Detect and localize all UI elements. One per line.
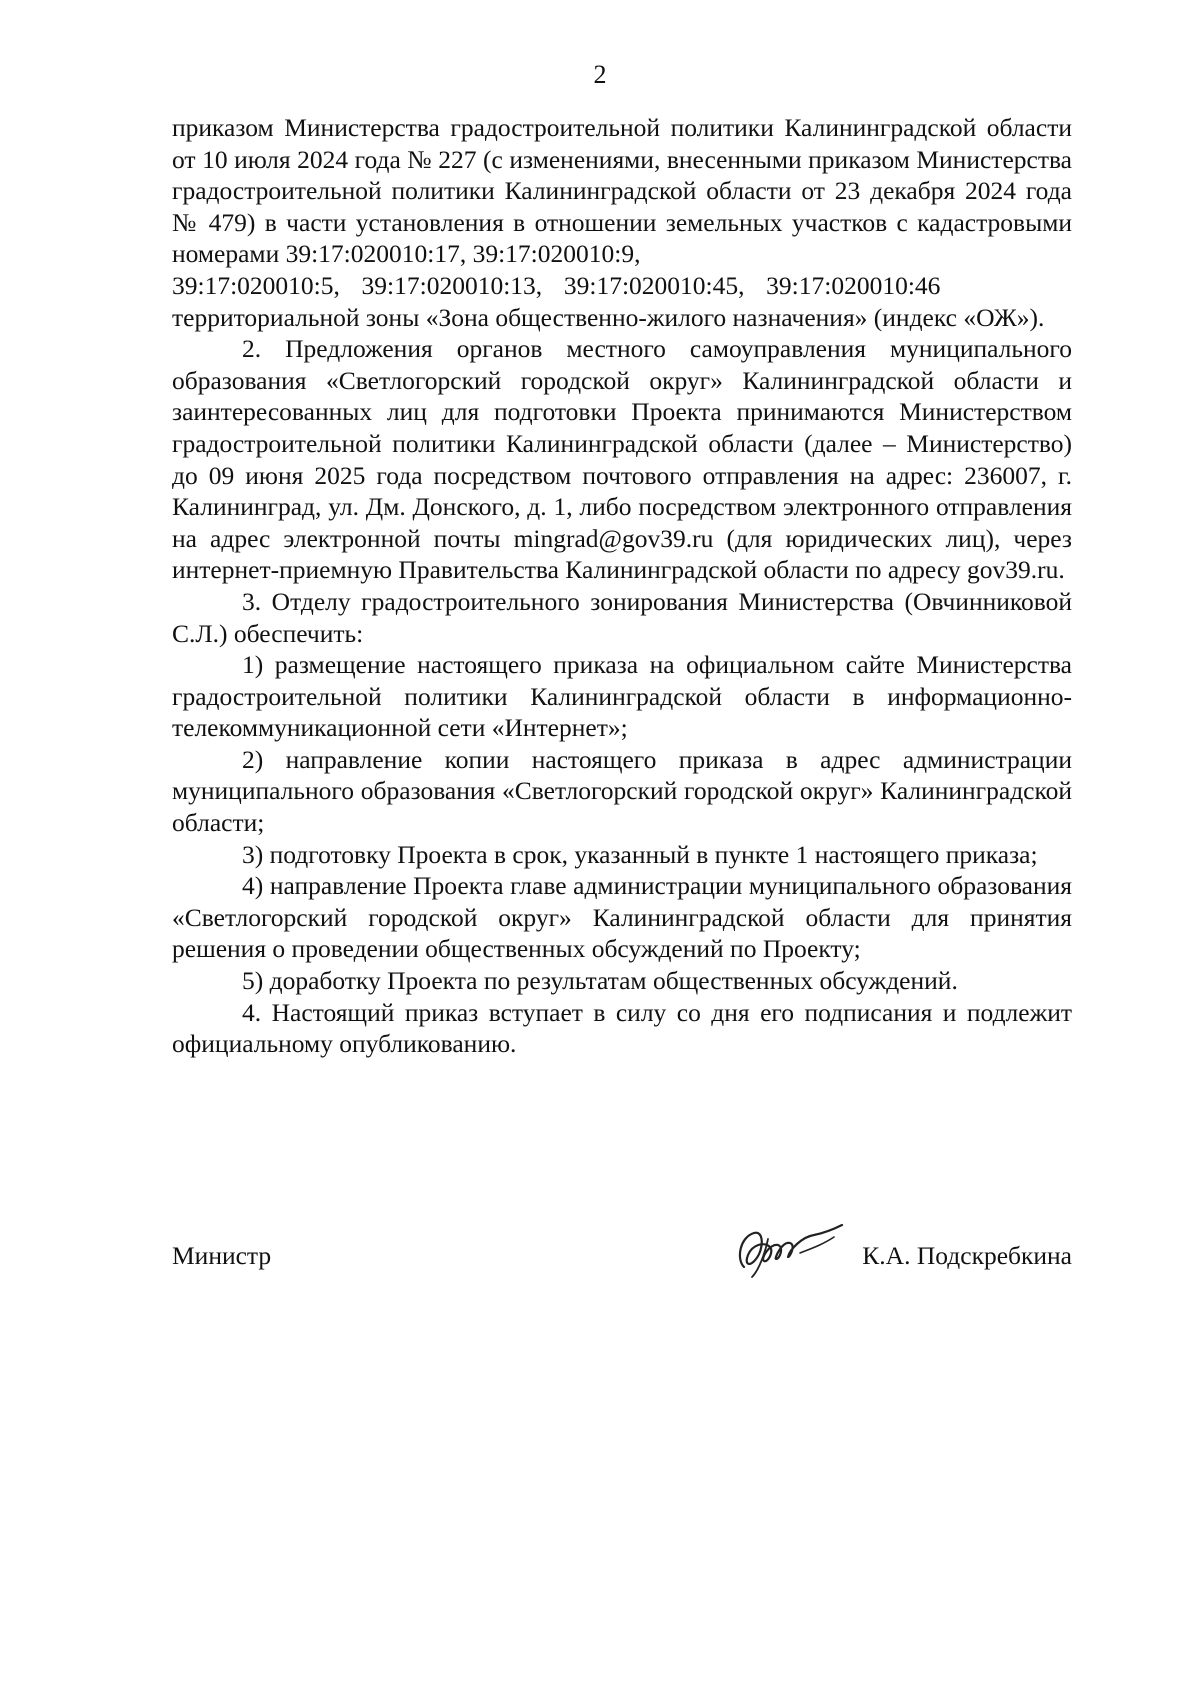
signatory-title: Министр (172, 1241, 272, 1270)
page-number: 2 (593, 60, 607, 89)
list-item-revise-project: 5) доработку Проекта по результатам общественных обсуждений. (242, 966, 958, 996)
paragraph-1-continued: приказом Министерства градостроительной политики Калининградской области от 10 июля 2024 года № 227 (с изменениями, внесенными приказом Министерства градостроительной политики Калининградской области от 23 декабря 2024 года № 479) в части установления в отношении земельных участков с кадастровыми номерами 39:17:020010:17, 39:17:020010:9, (172, 113, 1072, 269)
list-item-prepare-project: 3) подготовку Проекта в срок, указанный в пункте 1 настоящего приказа; (242, 839, 1038, 869)
cadastral-numbers-line: 39:17:020010:5, 39:17:020010:13, 39:17:020010:45, 39:17:020010:46 (172, 270, 941, 300)
list-item-publication: 1) размещение настоящего приказа на официальном сайте Министерства градостроительной политики Калининградской области в информационно-телекоммуникационной сети «Интернет»; (172, 650, 1072, 743)
signature-block (172, 1223, 1072, 1283)
list-item-send-project: 4) направление Проекта главе администрации муниципального образования «Светлогорский городской округ» Калининградской области для принятия решения о проведении общественных обсуждений по Проекту; (172, 871, 1072, 964)
paragraph-2-proposals: 2. Предложения органов местного самоуправления муниципального образования «Светлогорский городской округ» Калининградской области и заинтересованных лиц для подготовки Проекта принимаются Министерством градостроительной политики Калининградской области (далее – Министерство) до 09 июня 2025 года посредством почтового отправления на адрес: 236007, г. Калининград, ул. Дм. Донского, д. 1, либо посредством электронного отправления на адрес электронной почты mingrad@gov39.ru (для юридических лиц), через интернет-приемную Правительства Калининградской области по адресу gov39.ru. (172, 334, 1072, 585)
signatory-name: К.А. Подскребкина (862, 1241, 1072, 1270)
paragraph-1-zone: территориальной зоны «Зона общественно-жилого назначения» (индекс «ОЖ»). (172, 302, 1045, 332)
handwritten-signature-icon (730, 1219, 850, 1283)
document-body (172, 112, 1072, 1060)
paragraph-3-department: 3. Отделу градостроительного зонирования Министерства (Овчинниковой С.Л.) обеспечить: (172, 586, 1072, 648)
list-item-send-copy: 2) направление копии настоящего приказа в адрес администрации муниципального образования «Светлогорский городской округ» Калининградской области; (172, 744, 1072, 838)
paragraph-4-effective: 4. Настоящий приказ вступает в силу со дня его подписания и подлежит официальному опубликованию. (172, 997, 1072, 1059)
